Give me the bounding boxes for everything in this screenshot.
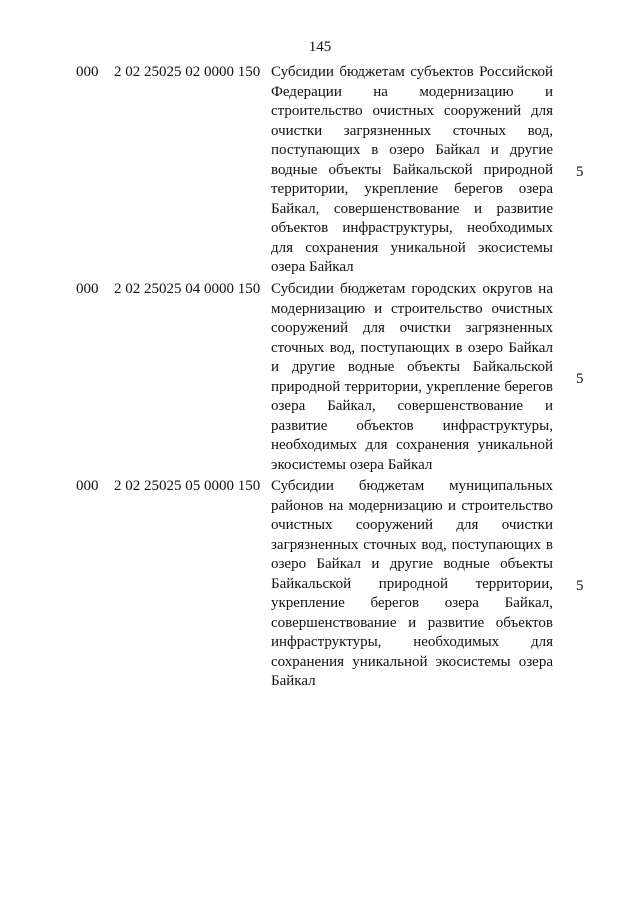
amount-value: 5 xyxy=(576,578,584,594)
admin-code: 000 xyxy=(76,478,99,494)
page-number: 145 xyxy=(308,39,332,55)
classification-code: 2 02 25025 02 0000 150 xyxy=(114,64,261,80)
classification-code: 2 02 25025 05 0000 150 xyxy=(114,478,261,494)
admin-code: 000 xyxy=(76,281,99,297)
admin-code: 000 xyxy=(76,64,99,80)
amount-value: 5 xyxy=(576,164,584,180)
amount-value: 5 xyxy=(576,371,584,387)
income-description: Субсидии бюджетам муниципальных районов на модернизацию и строительство очистных сооружений для очистки загрязненных сточных вод, поступающих в озеро Байкал и другие водные объекты Байкальской природной территории, укрепление берегов озера Байкал, совершенствование и развитие объектов инфраструктуры, необходимых для сохранения уникальной экосистемы озера Байкал xyxy=(271,478,553,689)
income-description: Субсидии бюджетам городских округов на модернизацию и строительство очистных сооружений для очистки загрязненных сточных вод, поступающих в озеро Байкал и другие водные объекты Байкальской природной территории, укрепление берегов озера Байкал, совершенствование и развитие объектов инфраструктуры, необходимых для сохранения уникальной экосистемы озера Байкал xyxy=(271,281,553,473)
classification-code: 2 02 25025 04 0000 150 xyxy=(114,281,261,297)
income-description: Субсидии бюджетам субъектов Российской Федерации на модернизацию и строительство очистных сооружений для очистки загрязненных сточных вод, поступающих в озеро Байкал и другие водные объекты Байкальской природной территории, укрепление берегов озера Байкал, совершенствование и развитие объектов инфраструктуры, необходимых для сохранения уникальной экосистемы озера Байкал xyxy=(271,64,553,275)
